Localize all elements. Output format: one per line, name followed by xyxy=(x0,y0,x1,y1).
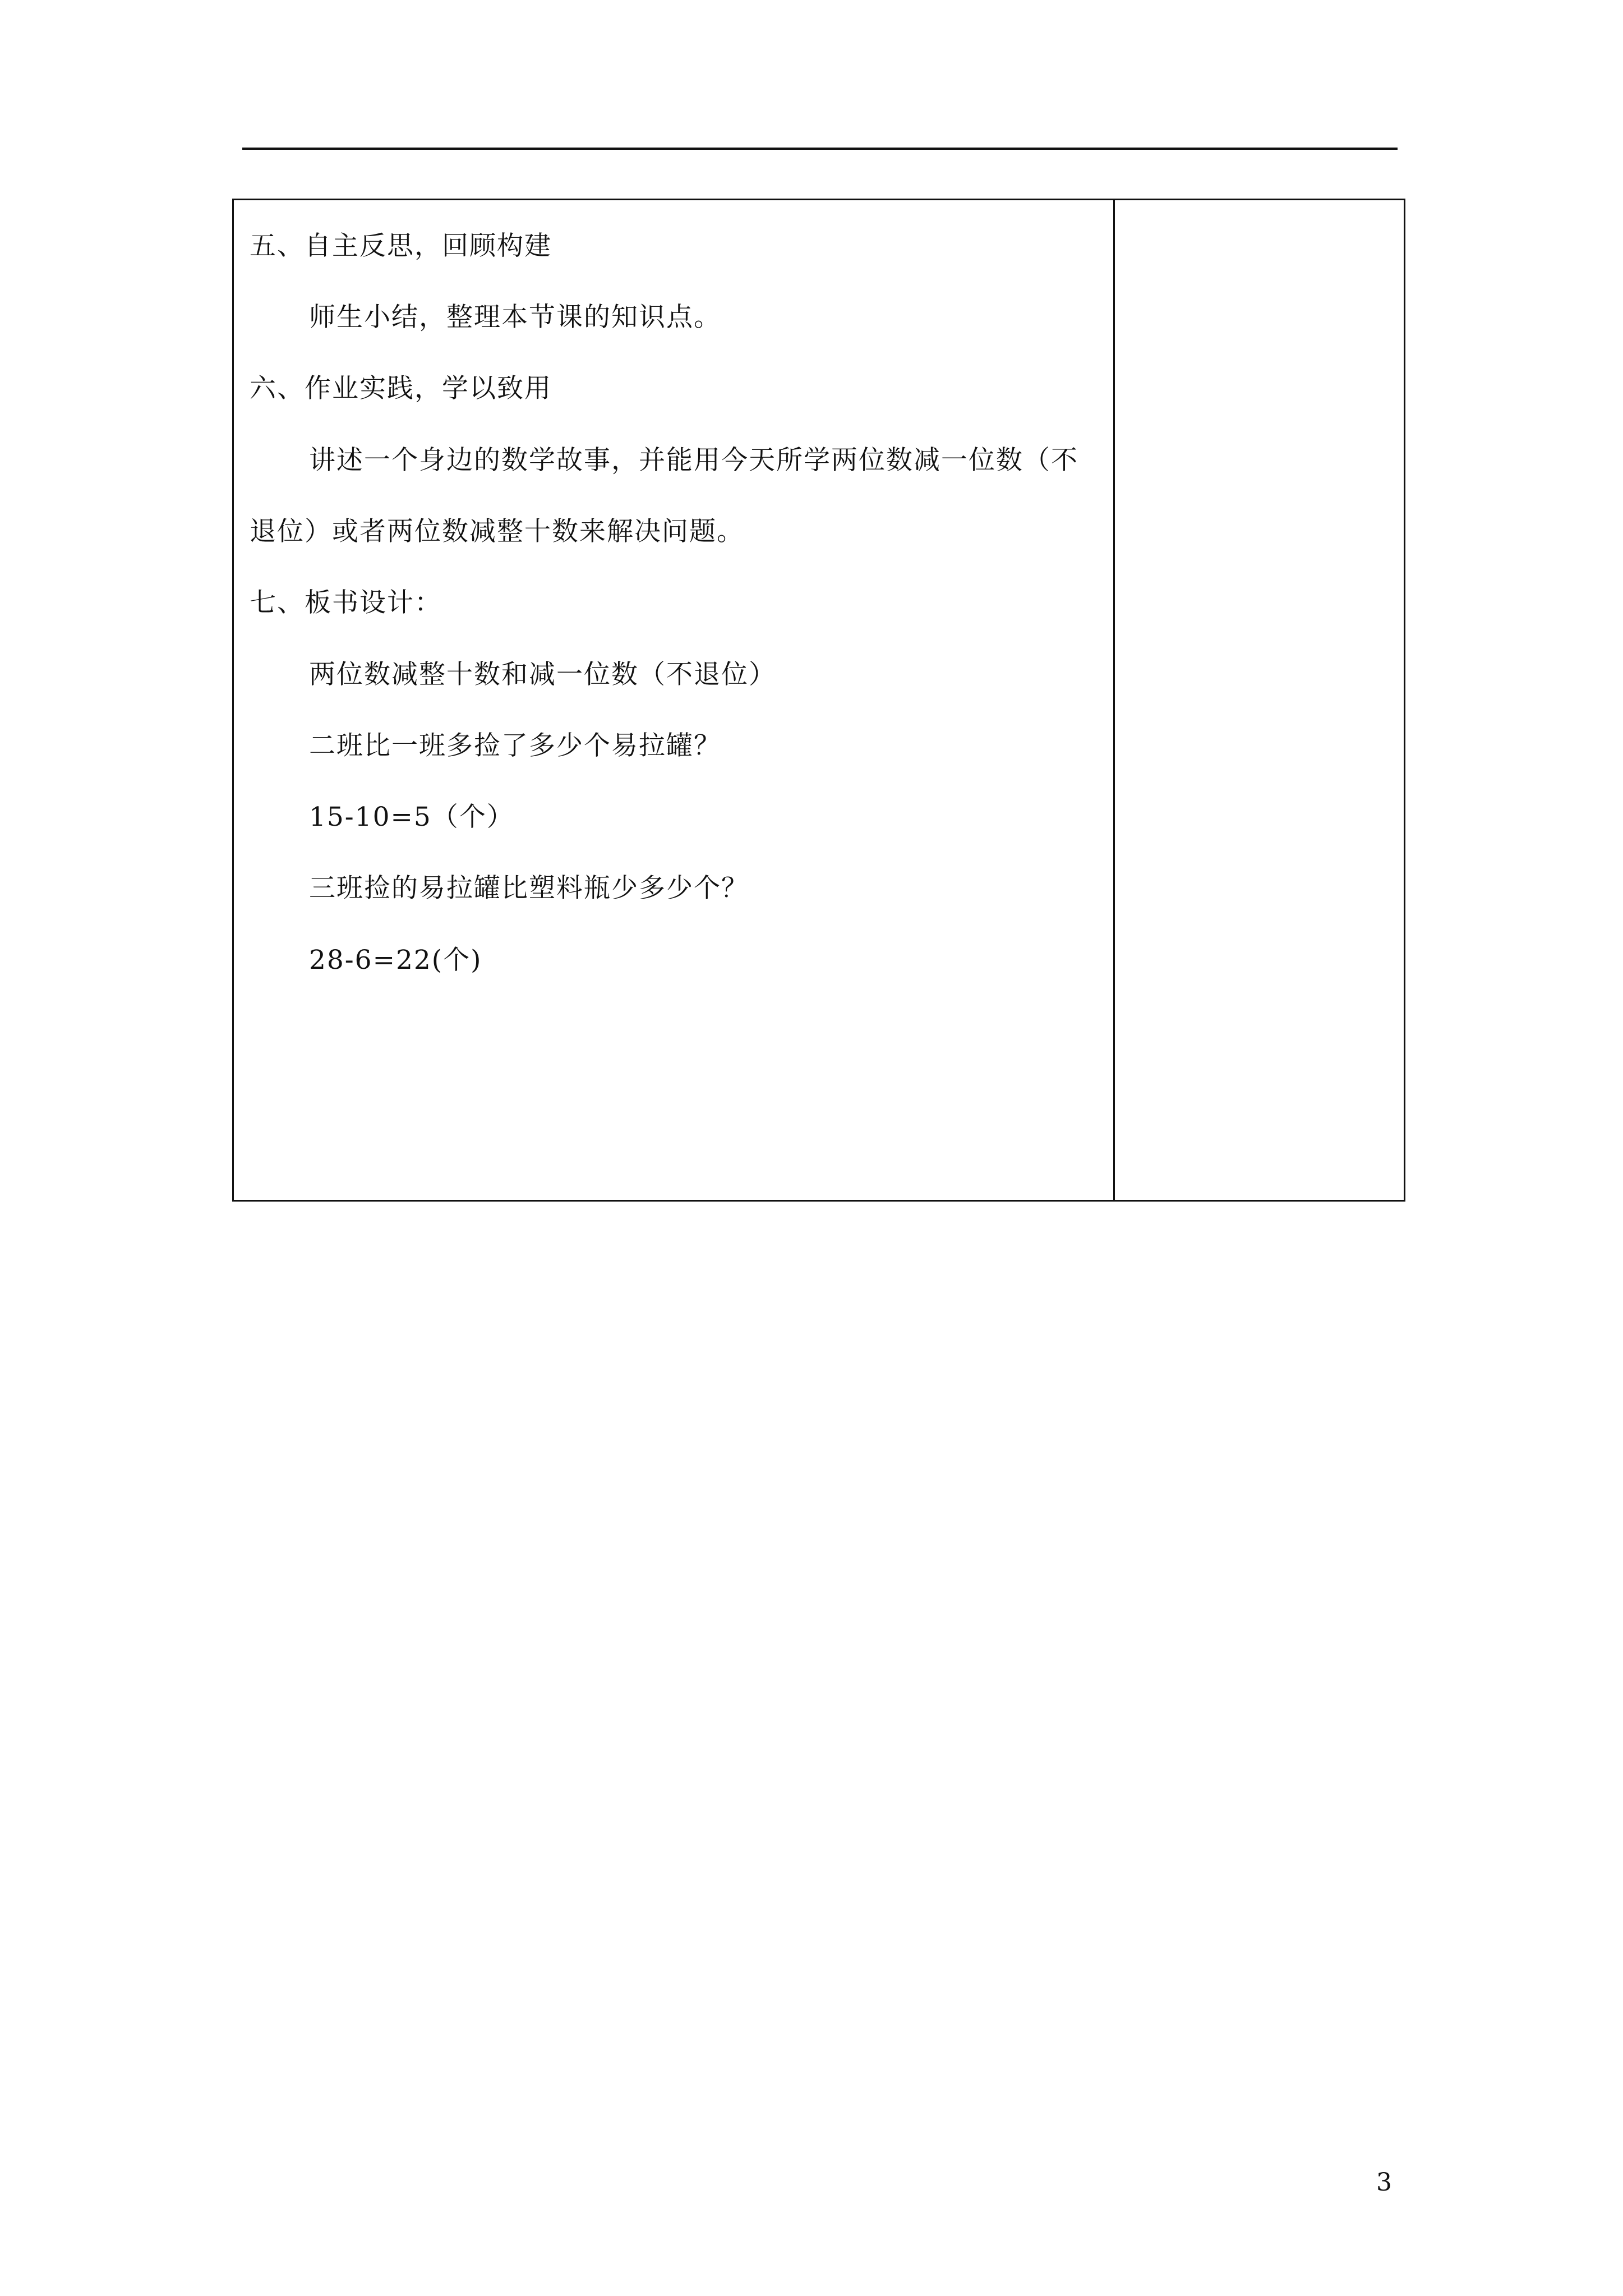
page-number: 3 xyxy=(1376,2168,1392,2197)
section-5-heading: 五、自主反思，回顾构建 xyxy=(250,231,552,261)
lesson-content-cell xyxy=(234,200,1115,1200)
board-equation-1: 15-10=5（个） xyxy=(309,802,514,832)
section-5-text: 师生小结，整理本节课的知识点。 xyxy=(309,302,721,333)
header-rule xyxy=(242,148,1398,150)
section-6-text-line-1: 讲述一个身边的数学故事，并能用今天所学两位数减一位数（不 xyxy=(309,445,1078,476)
notes-cell xyxy=(1115,200,1404,1200)
board-question-2: 三班捡的易拉罐比塑料瓶少多少个？ xyxy=(309,873,749,904)
section-6-text-line-2: 退位）或者两位数减整十数来解决问题。 xyxy=(250,516,744,547)
section-6-heading: 六、作业实践，学以致用 xyxy=(250,373,552,404)
board-equation-2: 28-6=22(个) xyxy=(309,945,482,976)
lesson-plan-table xyxy=(232,199,1405,1202)
section-7-heading: 七、板书设计： xyxy=(250,587,442,618)
board-question-1: 二班比一班多捡了多少个易拉罐？ xyxy=(309,730,721,761)
board-title: 两位数减整十数和减一位数（不退位） xyxy=(309,659,776,690)
